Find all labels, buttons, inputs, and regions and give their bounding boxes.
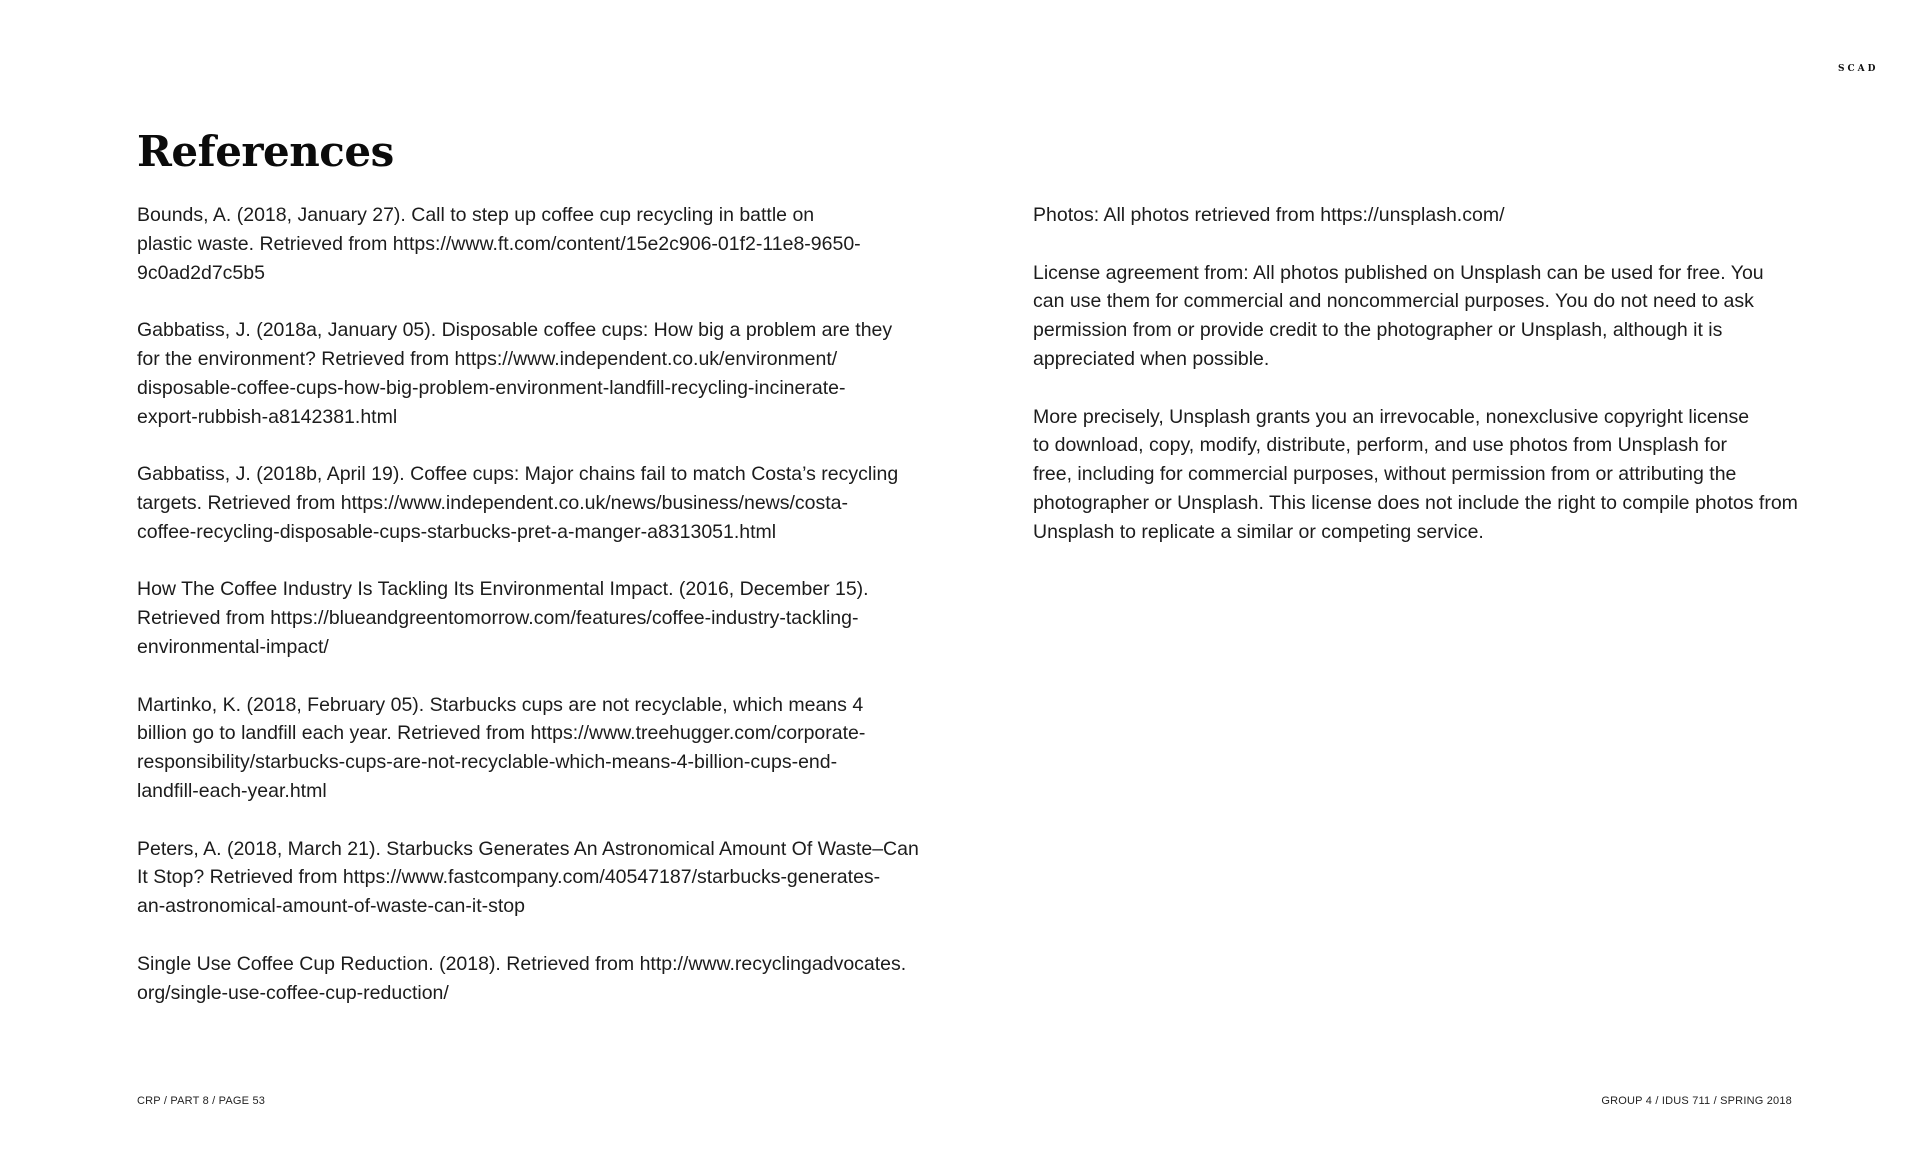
reference-line: Single Use Coffee Cup Reduction. (2018). Retrieved from http://www.recyclingadvocates. — [137, 952, 907, 975]
footer-course-info: GROUP 4 / IDUS 711 / SPRING 2018 — [1601, 1095, 1792, 1107]
reference-line: landfill-each-year.html — [137, 779, 327, 802]
reference-line: an-astronomical-amount-of-waste-can-it-stop — [137, 895, 525, 918]
reference-line: Gabbatiss, J. (2018a, January 05). Disposable coffee cups: How big a problem are they — [137, 319, 893, 342]
reference-entry — [137, 691, 897, 806]
note-line: can use them for commercial and noncommercial purposes. You do not need to ask — [1033, 290, 1754, 313]
photo-credits-column — [1033, 201, 1798, 575]
note-line: Unsplash to replicate a similar or competing service. — [1033, 520, 1484, 543]
reference-entry — [137, 460, 897, 546]
note-line: free, including for commercial purposes, without permission from or attributing the — [1033, 463, 1737, 486]
references-column — [137, 201, 919, 1036]
reference-line: export-rubbish-a8142381.html — [137, 405, 398, 428]
reference-line: billion go to landfill each year. Retrieved from https://www.treehugger.com/corporate- — [137, 722, 866, 745]
reference-line: Gabbatiss, J. (2018b, April 19). Coffee cups: Major chains fail to match Costa’s recycling — [137, 463, 899, 486]
note-line: More precisely, Unsplash grants you an irrevocable, nonexclusive copyright license — [1033, 405, 1750, 428]
footer-page-info: CRP / PART 8 / PAGE 53 — [137, 1095, 266, 1107]
reference-line: for the environment? Retrieved from https://www.independent.co.uk/environment/ — [137, 347, 838, 370]
photos-source-note — [1033, 201, 1793, 230]
reference-entry — [137, 201, 897, 287]
note-line: permission from or provide credit to the photographer or Unsplash, although it is — [1033, 319, 1723, 342]
note-line: to download, copy, modify, distribute, perform, and use photos from Unsplash for — [1033, 434, 1728, 457]
reference-line: How The Coffee Industry Is Tackling Its Environmental Impact. (2016, December 15). — [137, 578, 869, 601]
reference-entry — [137, 950, 907, 1008]
reference-line: It Stop? Retrieved from https://www.fastcompany.com/40547187/starbucks-generates- — [137, 866, 881, 889]
reference-entry — [137, 575, 897, 661]
reference-line: Retrieved from https://blueandgreentomorrow.com/features/coffee-industry-tackling- — [137, 607, 859, 630]
reference-line: Martinko, K. (2018, February 05). Starbucks cups are not recyclable, which means 4 — [137, 693, 864, 716]
reference-entry — [137, 316, 897, 431]
reference-line: responsibility/starbucks-cups-are-not-recyclable-which-means-4-billion-cups-end- — [137, 751, 838, 774]
reference-line: Peters, A. (2018, March 21). Starbucks Generates An Astronomical Amount Of Waste–Can — [137, 837, 919, 860]
reference-entry — [137, 835, 919, 921]
reference-line: disposable-coffee-cups-how-big-problem-environment-landfill-recycling-incinerate- — [137, 376, 846, 399]
page-title: References — [137, 127, 394, 176]
brand-logo: SCAD — [1838, 64, 1879, 74]
reference-line: plastic waste. Retrieved from https://www.ft.com/content/15e2c906-01f2-11e8-9650- — [137, 232, 861, 255]
reference-line: targets. Retrieved from https://www.independent.co.uk/news/business/news/costa- — [137, 491, 849, 514]
note-line: appreciated when possible. — [1033, 347, 1270, 370]
note-line: Photos: All photos retrieved from https://unsplash.com/ — [1033, 204, 1505, 226]
reference-line: environmental-impact/ — [137, 635, 329, 658]
note-line: photographer or Unsplash. This license does not include the right to compile photos from — [1033, 491, 1798, 514]
license-details-note — [1033, 403, 1798, 547]
reference-line: 9c0ad2d7c5b5 — [137, 261, 265, 284]
reference-line: org/single-use-coffee-cup-reduction/ — [137, 981, 449, 1004]
reference-line: Bounds, A. (2018, January 27). Call to step up coffee cup recycling in battle on — [137, 204, 815, 226]
note-line: License agreement from: All photos published on Unsplash can be used for free. You — [1033, 261, 1764, 284]
reference-line: coffee-recycling-disposable-cups-starbucks-pret-a-manger-a8313051.html — [137, 520, 777, 543]
license-agreement-note — [1033, 259, 1793, 374]
